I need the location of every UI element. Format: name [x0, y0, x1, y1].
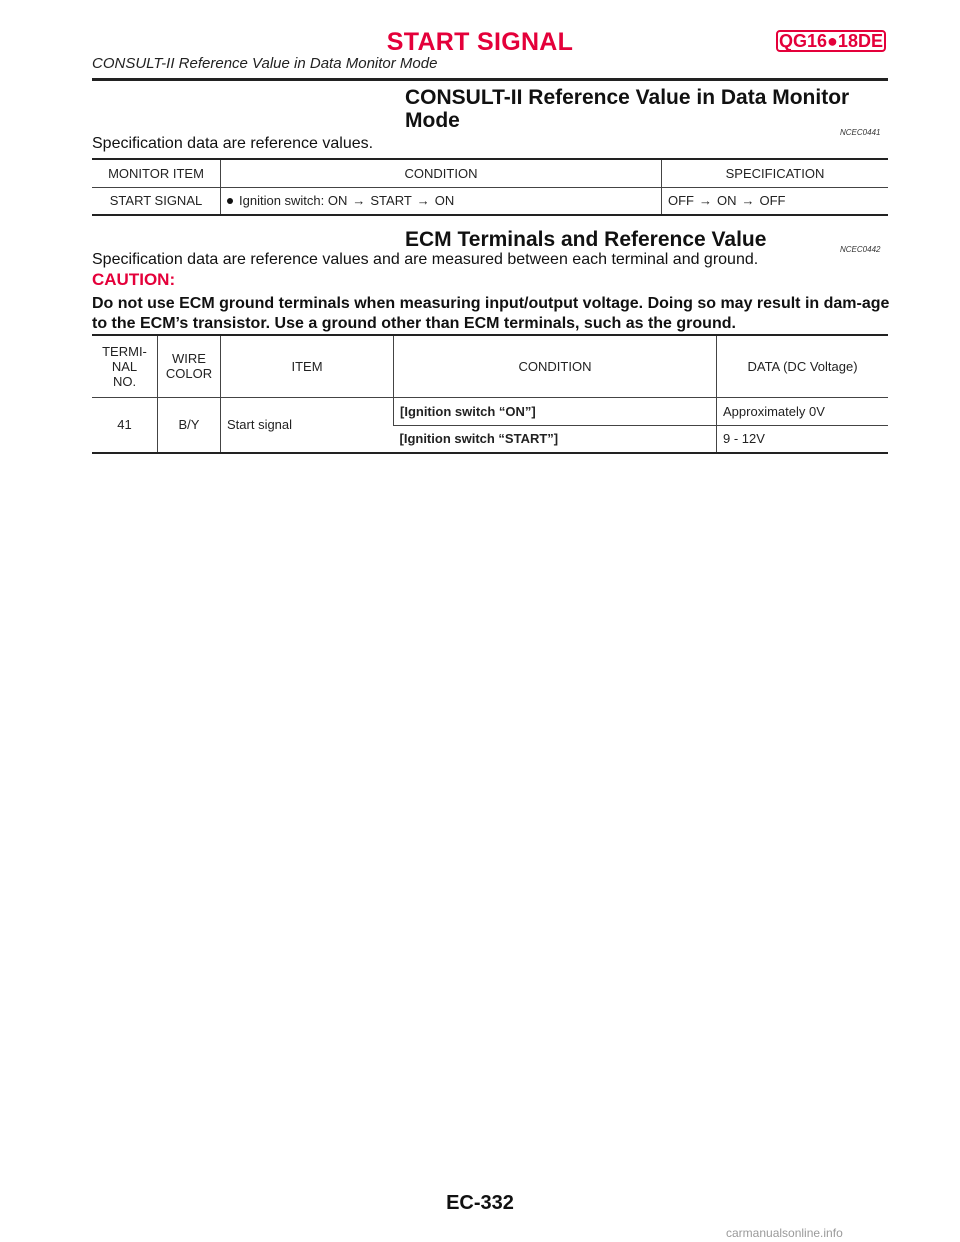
caution-text: Do not use ECM ground terminals when measuring input/output voltage. Doing so may result in dam-age to the ECM’s transistor. Use a ground other than ECM terminals, such as the ground. [92, 295, 890, 332]
header-data: DATA (DC Voltage) [717, 335, 889, 397]
header-wire-line: WIRE [172, 351, 206, 367]
watermark: carmanualsonline.info [726, 1226, 843, 1240]
condition-cell: [Ignition switch “START”] [394, 425, 717, 453]
bullet-icon [227, 198, 233, 204]
item-cell: Start signal [221, 397, 394, 453]
section2-intro: Specification data are reference values and are measured between each terminal and ground. [92, 251, 759, 268]
caution-label: CAUTION: [92, 270, 176, 289]
header-condition: CONDITION [394, 335, 717, 397]
arrow-right-icon: → [352, 193, 366, 209]
section1-code: NCEC0441 [840, 128, 881, 137]
condition-cell: [Ignition switch “ON”] [394, 397, 717, 425]
header-wire-color [158, 335, 221, 397]
header-monitor-item: MONITOR ITEM [92, 159, 221, 187]
wire-color-cell: B/Y [158, 397, 221, 453]
monitor-table-header [92, 159, 888, 187]
data-cell: Approximately 0V [717, 397, 889, 425]
header-terminal-line: TERMI- [102, 343, 147, 359]
monitor-item-cell: START SIGNAL [92, 187, 221, 215]
header-condition: CONDITION [221, 159, 662, 187]
header-item: ITEM [221, 335, 394, 397]
section1-intro: Specification data are reference values. [92, 135, 374, 152]
page-header-subtitle: CONSULT-II Reference Value in Data Monitor Mode [92, 55, 438, 72]
condition-part: ON [434, 193, 455, 209]
specification-cell [662, 187, 889, 215]
header-terminal-line: NO. [112, 373, 137, 389]
spec-part: OFF [759, 193, 786, 209]
monitor-table [92, 158, 888, 216]
section2-code: NCEC0442 [840, 245, 881, 254]
ecm-terminal-table [92, 334, 888, 454]
header-rule [92, 78, 888, 81]
section1-title [405, 86, 849, 132]
header-terminal-line: NAL [111, 358, 138, 374]
condition-cell [221, 187, 662, 215]
ecm-table-header [92, 335, 888, 397]
page-number: EC-332 [446, 1192, 514, 1214]
section1-title-line1: CONSULT-II Reference Value in Data Monitor [405, 86, 850, 109]
header-specification: SPECIFICATION [662, 159, 889, 187]
terminal-no-cell: 41 [92, 397, 158, 453]
header-terminal-no [92, 335, 158, 397]
engine-model-badge: QG16●18DE [776, 30, 886, 52]
arrow-right-icon: → [416, 193, 430, 209]
arrow-right-icon: → [699, 193, 712, 209]
condition-part: START [370, 193, 412, 209]
section1-title-line2: Mode [405, 109, 460, 132]
spec-part: ON [717, 193, 737, 209]
spec-part: OFF [668, 193, 694, 209]
arrow-right-icon: → [741, 193, 755, 209]
section2-title: ECM Terminals and Reference Value [405, 228, 767, 251]
data-cell: 9 - 12V [717, 425, 889, 453]
header-wire-line: COLOR [165, 366, 213, 382]
page-header-title: START SIGNAL [386, 28, 574, 56]
table-row [92, 397, 888, 425]
table-row [92, 187, 888, 215]
condition-part: Ignition switch: ON [239, 193, 348, 209]
